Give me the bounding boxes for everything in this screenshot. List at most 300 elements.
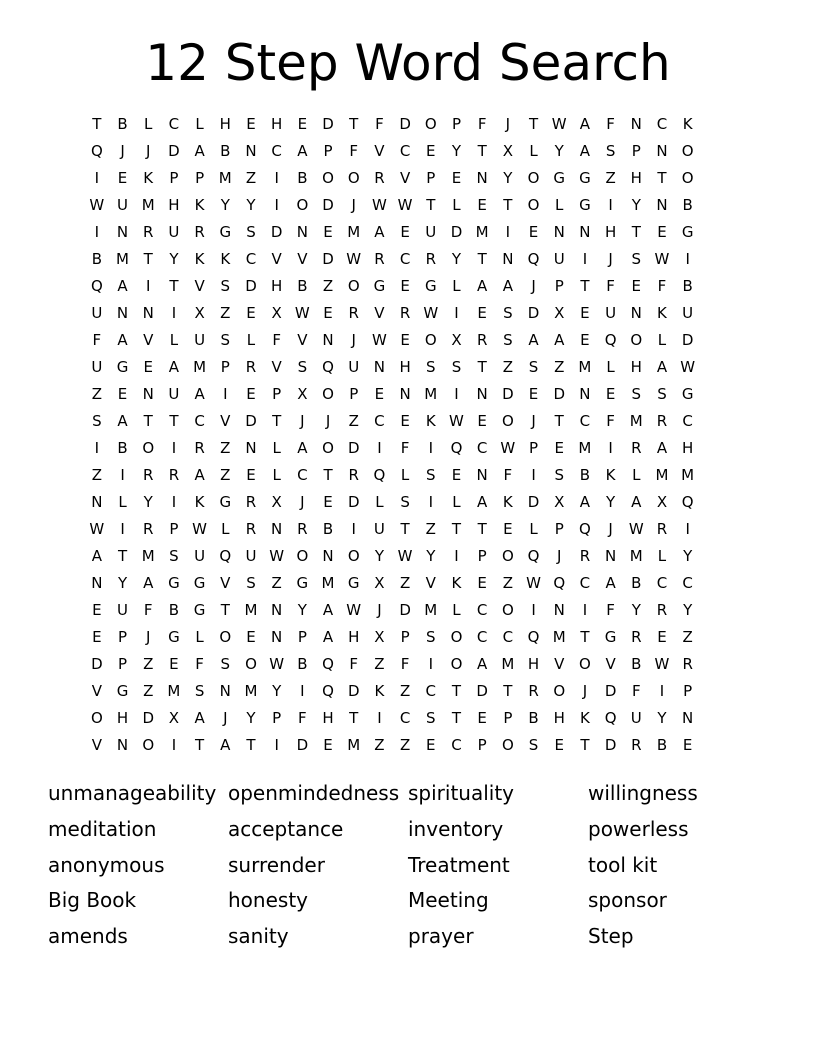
grid-letter: E [323, 223, 333, 241]
grid-letter: P [503, 709, 513, 727]
grid-letter: N [142, 385, 154, 403]
grid-letter: L [555, 196, 564, 214]
grid-row [84, 732, 701, 759]
grid-letter: O [501, 601, 514, 619]
grid-letter: D [245, 412, 257, 430]
grid-letter: Y [503, 169, 513, 187]
grid-letter: O [322, 385, 334, 403]
grid-letter: Y [451, 142, 462, 160]
grid-letter: T [426, 196, 436, 214]
grid-letter: O [296, 547, 309, 565]
grid-letter: R [682, 655, 693, 673]
grid-letter: S [297, 358, 308, 376]
grid-letter: D [270, 223, 283, 241]
grid-letter: S [426, 466, 436, 484]
grid-letter: S [220, 331, 231, 349]
grid-letter: C [399, 142, 411, 160]
grid-letter: N [656, 196, 668, 214]
grid-letter: G [193, 574, 206, 592]
grid-letter: K [682, 115, 693, 133]
grid-letter: O [681, 142, 694, 160]
grid-letter: N [219, 682, 231, 700]
grid-letter: O [347, 169, 360, 187]
word-list-item: honesty [228, 888, 308, 913]
grid-letter: T [400, 520, 410, 538]
grid-letter: R [168, 466, 180, 484]
grid-letter: N [271, 628, 283, 646]
grid-letter: P [349, 385, 359, 403]
grid-letter: V [271, 250, 282, 268]
grid-letter: S [451, 358, 462, 376]
grid-letter: S [657, 385, 667, 403]
grid-letter: N [604, 547, 617, 565]
grid-letter: M [244, 601, 258, 619]
grid-letter: F [606, 601, 615, 619]
grid-letter: A [528, 331, 539, 349]
grid-row [84, 705, 701, 732]
grid-letter: T [477, 250, 487, 268]
grid-row [84, 489, 701, 516]
grid-letter: I [171, 304, 177, 322]
grid-letter: J [300, 412, 305, 430]
grid-letter: Z [220, 439, 231, 457]
grid-letter: P [426, 169, 436, 187]
grid-letter: Y [606, 493, 616, 511]
grid-letter: A [477, 655, 488, 673]
grid-letter: G [553, 169, 566, 187]
grid-letter: B [91, 250, 102, 268]
grid-letter: Z [245, 169, 257, 187]
grid-letter: O [347, 547, 360, 565]
letter-grid [84, 111, 701, 759]
grid-letter: O [142, 736, 155, 754]
grid-letter: Y [143, 493, 153, 511]
word-list-item: Big Book [48, 888, 137, 913]
grid-letter: J [325, 412, 331, 430]
grid-letter: X [271, 493, 282, 511]
grid-letter: U [245, 547, 257, 565]
grid-letter: I [351, 520, 356, 538]
grid-letter: R [297, 520, 308, 538]
grid-letter: C [297, 466, 308, 484]
grid-letter: A [297, 142, 308, 160]
grid-letter: D [322, 250, 334, 268]
grid-letter: A [91, 547, 102, 565]
grid-letter: D [527, 304, 540, 322]
grid-row [84, 435, 701, 462]
grid-letter: E [477, 709, 487, 727]
grid-letter: A [297, 439, 308, 457]
grid-letter: W [397, 547, 413, 565]
grid-letter: H [604, 223, 617, 241]
grid-letter: Y [631, 196, 641, 214]
grid-letter: L [375, 493, 384, 511]
grid-letter: J [120, 142, 125, 160]
grid-letter: I [146, 277, 151, 295]
grid-letter: R [374, 250, 385, 268]
grid-row [84, 111, 701, 138]
grid-letter: L [195, 628, 204, 646]
grid-letter: W [628, 520, 644, 538]
grid-letter: T [503, 682, 513, 700]
grid-letter: F [477, 115, 487, 133]
grid-letter: D [91, 655, 103, 673]
grid-letter: J [608, 250, 613, 268]
grid-letter: H [322, 709, 334, 727]
grid-letter: L [452, 601, 461, 619]
grid-letter: M [141, 196, 155, 214]
grid-letter: C [656, 115, 668, 133]
grid-letter: D [450, 223, 463, 241]
grid-letter: P [683, 682, 693, 700]
grid-letter: C [451, 736, 462, 754]
grid-letter: U [117, 196, 129, 214]
grid-letter: D [553, 385, 565, 403]
grid-letter: F [606, 115, 615, 133]
grid-letter: C [476, 628, 488, 646]
grid-letter: N [373, 358, 386, 376]
grid-letter: E [426, 736, 436, 754]
grid-letter: M [193, 358, 207, 376]
grid-letter: P [323, 142, 333, 160]
grid-letter: K [605, 466, 616, 484]
grid-letter: A [194, 385, 205, 403]
grid-letter: I [120, 520, 125, 538]
grid-letter: T [477, 520, 487, 538]
grid-letter: G [579, 196, 591, 214]
word-list-item: inventory [408, 816, 504, 841]
grid-letter: I [582, 250, 588, 268]
grid-letter: E [143, 358, 153, 376]
grid-letter: O [681, 169, 694, 187]
word-list-item: unmanageability [48, 781, 217, 805]
grid-letter: N [91, 574, 103, 592]
grid-letter: M [578, 439, 592, 457]
grid-row [84, 570, 701, 597]
grid-letter: G [681, 385, 694, 403]
grid-letter: N [476, 169, 488, 187]
grid-row [84, 651, 701, 678]
grid-letter: A [220, 736, 231, 754]
grid-letter: X [374, 574, 385, 592]
grid-letter: X [194, 304, 205, 322]
grid-letter: F [400, 439, 410, 457]
grid-letter: S [426, 628, 436, 646]
grid-letter: S [246, 574, 256, 592]
grid-letter: S [605, 142, 616, 160]
grid-letter: Z [322, 277, 334, 295]
grid-letter: R [245, 358, 257, 376]
grid-letter: J [146, 628, 151, 646]
grid-letter: L [452, 493, 461, 511]
grid-letter: I [94, 439, 100, 457]
grid-letter: I [531, 466, 536, 484]
grid-letter: E [580, 331, 590, 349]
grid-letter: J [531, 277, 536, 295]
grid-letter: K [220, 250, 231, 268]
grid-letter: M [321, 574, 335, 592]
grid-letter: W [551, 115, 567, 133]
word-list-item: willingness [588, 781, 698, 805]
grid-letter: B [656, 736, 668, 754]
grid-letter: I [274, 196, 279, 214]
grid-letter: D [245, 277, 257, 295]
grid-letter: K [374, 682, 385, 700]
grid-letter: C [476, 439, 488, 457]
grid-letter: R [631, 439, 642, 457]
grid-letter: Z [143, 655, 154, 673]
grid-letter: Y [426, 547, 436, 565]
grid-letter: A [194, 709, 205, 727]
grid-letter: W [346, 601, 362, 619]
grid-letter: D [322, 196, 334, 214]
grid-letter: M [424, 601, 438, 619]
grid-letter: Q [681, 493, 694, 511]
grid-letter: V [220, 412, 231, 430]
grid-letter: W [397, 196, 413, 214]
grid-letter: E [246, 115, 256, 133]
grid-letter: I [377, 709, 382, 727]
grid-letter: P [118, 628, 128, 646]
grid-letter: U [91, 304, 103, 322]
grid-letter: H [116, 709, 129, 727]
grid-letter: L [144, 115, 153, 133]
grid-letter: Q [322, 655, 334, 673]
word-list-item: openmindedness [228, 781, 400, 805]
grid-letter: C [682, 574, 693, 592]
grid-letter: G [116, 682, 129, 700]
grid-row [84, 165, 701, 192]
grid-letter: N [502, 250, 514, 268]
grid-letter: S [503, 304, 513, 322]
grid-letter: N [579, 223, 591, 241]
grid-letter: R [631, 736, 642, 754]
grid-letter: M [141, 547, 155, 565]
grid-letter: Y [246, 709, 256, 727]
grid-letter: H [219, 115, 231, 133]
grid-row [84, 381, 701, 408]
grid-letter: T [451, 709, 462, 727]
grid-letter: T [580, 628, 590, 646]
grid-letter: P [631, 142, 641, 160]
grid-letter: J [300, 493, 305, 511]
grid-letter: Z [143, 682, 154, 700]
grid-letter: E [477, 304, 487, 322]
grid-letter: E [246, 466, 256, 484]
grid-letter: R [194, 439, 205, 457]
grid-letter: P [220, 358, 230, 376]
grid-letter: B [322, 520, 334, 538]
grid-letter: K [425, 412, 436, 430]
grid-letter: N [271, 601, 283, 619]
grid-letter: T [554, 412, 564, 430]
grid-letter: U [91, 358, 103, 376]
grid-letter: J [351, 196, 356, 214]
grid-letter: G [116, 358, 129, 376]
grid-letter: O [322, 169, 334, 187]
grid-letter: F [143, 601, 153, 619]
grid-letter: W [269, 655, 285, 673]
grid-letter: P [554, 277, 564, 295]
grid-letter: F [631, 682, 641, 700]
grid-letter: E [477, 412, 487, 430]
grid-letter: J [608, 520, 613, 538]
grid-letter: E [657, 223, 667, 241]
grid-letter: D [347, 439, 360, 457]
grid-letter: B [682, 196, 693, 214]
grid-letter: E [92, 601, 102, 619]
grid-letter: V [605, 655, 616, 673]
grid-letter: O [142, 439, 155, 457]
grid-letter: D [604, 682, 617, 700]
grid-letter: E [400, 277, 410, 295]
grid-letter: B [631, 655, 642, 673]
grid-letter: W [192, 520, 208, 538]
grid-letter: P [169, 520, 179, 538]
grid-letter: R [631, 628, 642, 646]
grid-letter: N [322, 331, 334, 349]
grid-letter: U [373, 520, 385, 538]
grid-letter: V [374, 142, 385, 160]
grid-letter: D [681, 331, 694, 349]
grid-letter: X [502, 142, 513, 160]
grid-letter: V [425, 574, 436, 592]
grid-letter: M [552, 628, 566, 646]
grid-letter: P [272, 385, 282, 403]
grid-letter: I [685, 520, 690, 538]
grid-letter: Y [220, 196, 230, 214]
grid-letter: E [117, 169, 128, 187]
grid-letter: P [529, 439, 539, 457]
grid-letter: D [604, 736, 617, 754]
grid-letter: T [143, 250, 153, 268]
grid-letter: H [399, 358, 411, 376]
grid-letter: Z [220, 466, 231, 484]
grid-letter: C [399, 250, 411, 268]
grid-letter: D [322, 115, 334, 133]
grid-letter: T [246, 736, 256, 754]
grid-letter: A [322, 601, 334, 619]
grid-letter: M [501, 655, 515, 673]
grid-letter: S [246, 223, 256, 241]
grid-letter: W [654, 250, 670, 268]
grid-letter: M [167, 682, 181, 700]
grid-letter: Q [219, 547, 232, 565]
grid-letter: R [143, 466, 154, 484]
grid-letter: T [92, 115, 102, 133]
grid-letter: C [245, 250, 257, 268]
grid-letter: I [428, 439, 433, 457]
grid-letter: W [526, 574, 541, 592]
grid-letter: R [476, 331, 488, 349]
grid-letter: N [476, 466, 488, 484]
grid-letter: A [168, 358, 180, 376]
grid-letter: H [348, 628, 360, 646]
grid-letter: W [500, 439, 516, 457]
grid-letter: Y [683, 547, 693, 565]
grid-letter: G [296, 574, 309, 592]
grid-letter: T [631, 223, 641, 241]
grid-letter: S [503, 331, 513, 349]
grid-letter: F [298, 709, 307, 727]
grid-letter: O [553, 682, 566, 700]
grid-letter: G [681, 223, 694, 241]
grid-letter: T [503, 196, 513, 214]
word-list-item: powerless [588, 816, 689, 841]
grid-letter: M [116, 250, 129, 268]
grid-letter: O [219, 628, 232, 646]
grid-letter: Q [527, 547, 540, 565]
grid-letter: G [219, 223, 232, 241]
grid-letter: O [501, 412, 514, 430]
grid-row [84, 219, 701, 246]
grid-letter: P [195, 169, 205, 187]
grid-letter: T [580, 736, 590, 754]
word-list-item: spirituality [408, 781, 515, 805]
grid-letter: H [271, 115, 283, 133]
grid-letter: Q [322, 682, 334, 700]
grid-letter: R [528, 682, 539, 700]
grid-letter: I [608, 439, 613, 457]
grid-letter: Q [527, 628, 540, 646]
grid-letter: E [297, 115, 308, 133]
grid-row [84, 246, 701, 273]
grid-letter: R [245, 520, 257, 538]
grid-letter: J [557, 547, 562, 565]
grid-letter: O [347, 277, 360, 295]
grid-letter: E [323, 304, 333, 322]
grid-letter: T [220, 601, 230, 619]
grid-letter: M [347, 223, 361, 241]
grid-letter: N [245, 142, 257, 160]
grid-letter: A [579, 493, 591, 511]
grid-letter: I [454, 304, 459, 322]
grid-row [84, 543, 701, 570]
grid-letter: R [348, 466, 359, 484]
grid-letter: Y [117, 574, 128, 592]
grid-letter: Z [348, 412, 359, 430]
grid-letter: B [117, 439, 128, 457]
grid-letter: W [654, 655, 670, 673]
grid-letter: E [426, 142, 436, 160]
grid-letter: L [452, 196, 461, 214]
grid-letter: L [118, 493, 127, 511]
grid-letter: U [168, 223, 180, 241]
grid-letter: Y [657, 709, 667, 727]
grid-letter: I [582, 601, 588, 619]
grid-letter: E [477, 196, 487, 214]
grid-letter: E [451, 169, 462, 187]
grid-letter: F [92, 331, 102, 349]
word-list-item: anonymous [48, 852, 165, 877]
grid-letter: I [428, 493, 433, 511]
grid-letter: D [399, 601, 411, 619]
grid-letter: E [451, 466, 462, 484]
grid-letter: A [631, 493, 642, 511]
grid-letter: K [451, 574, 462, 592]
grid-letter: Z [374, 655, 385, 673]
grid-letter: N [116, 223, 129, 241]
word-list-item: prayer [408, 924, 474, 949]
grid-letter: U [168, 385, 180, 403]
grid-letter: E [528, 223, 539, 241]
grid-letter: Z [399, 574, 411, 592]
grid-letter: K [657, 304, 667, 322]
grid-letter: E [503, 520, 513, 538]
grid-letter: U [194, 331, 206, 349]
grid-letter: N [656, 142, 668, 160]
grid-row [84, 597, 701, 624]
